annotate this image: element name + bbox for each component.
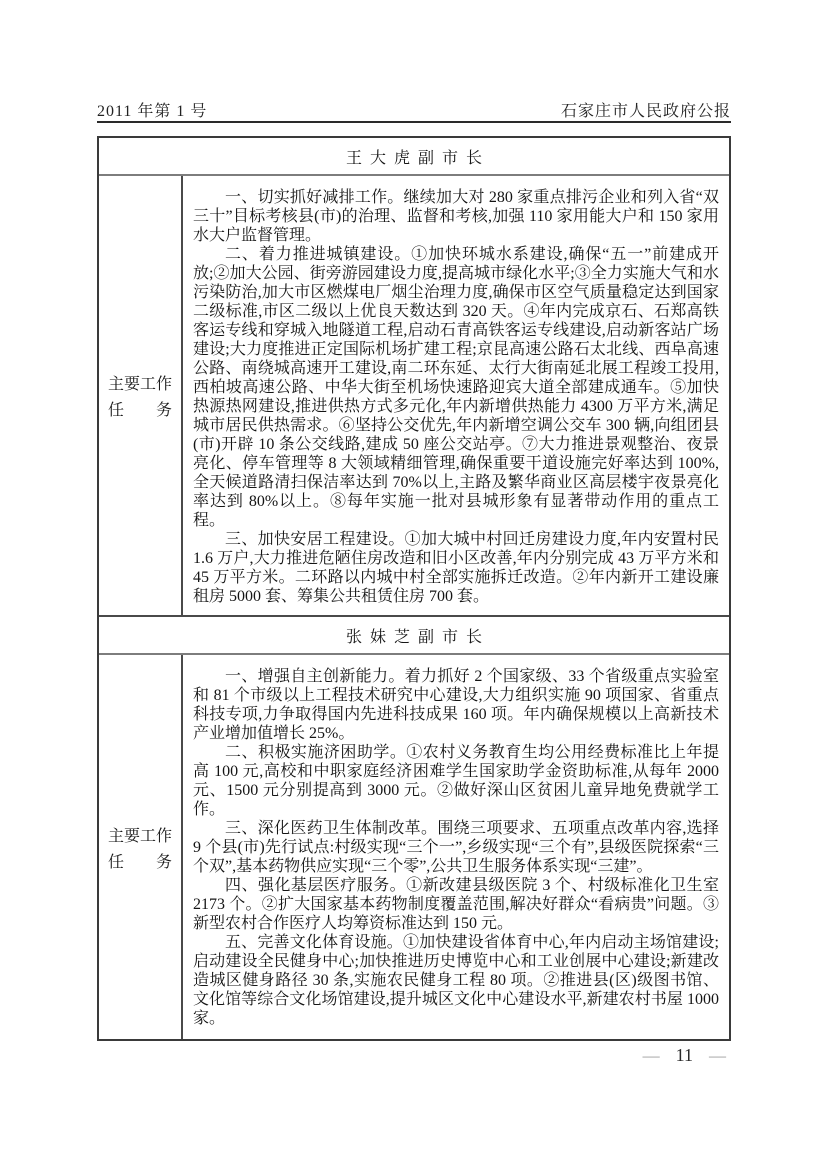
task-paragraph: 一、切实抓好减排工作。继续加大对 280 家重点排污企业和列入省“双三十”目标考核县(市)的治理、监督和考核,加强 110 家用能大户和 150 家用水大户监督管理。 (193, 189, 719, 244)
task-label-line1: 主要工作 (108, 376, 173, 393)
issue-number: 2011 年第 1 号 (97, 103, 208, 120)
page-number (643, 1045, 726, 1066)
task-paragraph: 三、加快安居工程建设。①加大城中村回迁房建设力度,年内安置村民 1.6 万户,大力推进危陋住房改造和旧小区改善,年内分别完成 43 万平方米和 45 万平方米。二环路以内城中村全部实施拆迁改造。②年内新开工建设廉租房 5000 套、筹集公共租赁住房 700 套。 (193, 531, 719, 605)
section-body-zhang (99, 655, 729, 1039)
task-content-cell (183, 176, 729, 615)
task-label-char-ren: 任 (108, 402, 125, 419)
official-name: 王大虎副市长 (345, 149, 490, 167)
section-header-zhang (99, 617, 729, 655)
task-paragraph: 一、增强自主创新能力。着力抓好 2 个国家级、33 个省级重点实验室和 81 个市级以上工程技术研究中心建设,大力组织实施 90 项国家、省重点科技专项,力争取得国内先进科技成果 160 项。年内确保规模以上高新技术产业增加值增长 25%。 (193, 668, 719, 742)
running-header (97, 98, 731, 121)
section-header-wang (99, 138, 729, 176)
task-label-line2 (108, 397, 172, 420)
task-content-cell (183, 655, 729, 1039)
section-body-wang (99, 176, 729, 617)
task-label-char-wu: 务 (155, 402, 172, 419)
task-label-char-wu: 务 (155, 853, 172, 871)
page-number-right-dash: — (709, 1045, 726, 1065)
task-paragraph: 五、完善文化体育设施。①加快建设省体育中心,年内启动主场馆建设;启动建设全民健身中心;加快推进历史博览中心和工业创展中心建设;新建改造城区健身路径 30 条,实施农民健身工程 80 项。②推进县(区)级图书馆、文化馆等综合文化场馆建设,提升城区文化中心建设水平,新建农村书屋 1000 家。 (193, 934, 719, 1027)
task-label-line1: 主要工作 (108, 827, 173, 845)
official-name: 张妹芝副市长 (345, 628, 490, 646)
task-label-cell (99, 655, 183, 1039)
page-number-value: 11 (675, 1045, 693, 1065)
task-paragraph: 三、深化医药卫生体制改革。围绕三项要求、五项重点改革内容,选择 9 个县(市)先行试点:村级实现“三个一”,乡级实现“三个有”,县级医院探索“三个双”,基本药物供应实现“三个零”,公共卫生服务体系实现“三建”。 (193, 820, 719, 875)
task-label-line2 (108, 849, 172, 872)
tasks-table (97, 136, 731, 1041)
task-paragraph: 二、积极实施济困助学。①农村义务教育生均公用经费标准比上年提高 100 元,高校和中职家庭经济困难学生国家助学金资助标准,从每年 2000 元、1500 元分别提高到 3000 元。②做好深山区贫困儿童异地免费就学工作。 (193, 744, 719, 818)
header-rule (97, 121, 731, 123)
task-paragraph: 二、着力推进城镇建设。①加快环城水系建设,确保“五一”前建成开放;②加大公园、街旁游园建设力度,提高城市绿化水平;③全力实施大气和水污染防治,加大市区燃煤电厂烟尘治理力度,确保市区空气质量稳定达到国家二级标准,市区二级以上优良天数达到 320 天。④年内完成京石、石郑高铁客运专线和穿城入地隧道工程,启动石青高铁客运专线建设,启动新客站广场建设;大力度推进正定国际机场扩建工程;京昆高速公路石太北线、西阜高速公路、南绕城高速开工建设,南二环东延、太行大街南延北展工程竣工投用,西柏坡高速公路、中华大街至机场快速路迎宾大道全部建成通车。⑤加快热源热网建设,推进供热方式多元化,年内新增供热能力 4300 万平方米,满足城市居民供热需求。⑥坚持公交优先,年内新增空调公交车 300 辆,向组团县(市)开辟 10 条公交线路,建成 50 座公交站亭。⑦大力推进景观整治、夜景亮化、停车管理等 8 大领域精细管理,确保重要干道设施完好率达到 100%,全天候道路清扫保洁率达到 70%以上,主路及繁华商业区高层楼宇夜景亮化率达到 80%以上。⑧每年实施一批对县城形象有显著带动作用的重点工程。 (193, 246, 719, 529)
page-number-left-dash: — (642, 1045, 660, 1065)
task-label-cell (99, 176, 183, 615)
task-paragraph: 四、强化基层医疗服务。①新改建县级医院 3 个、村级标准化卫生室 2173 个。②扩大国家基本药物制度覆盖范围,解决好群众“看病贵”问题。③新型农村合作医疗人均筹资标准达到 150 元。 (193, 877, 719, 932)
publication-title: 石家庄市人民政府公报 (560, 103, 731, 120)
task-label-char-ren: 任 (108, 853, 125, 871)
